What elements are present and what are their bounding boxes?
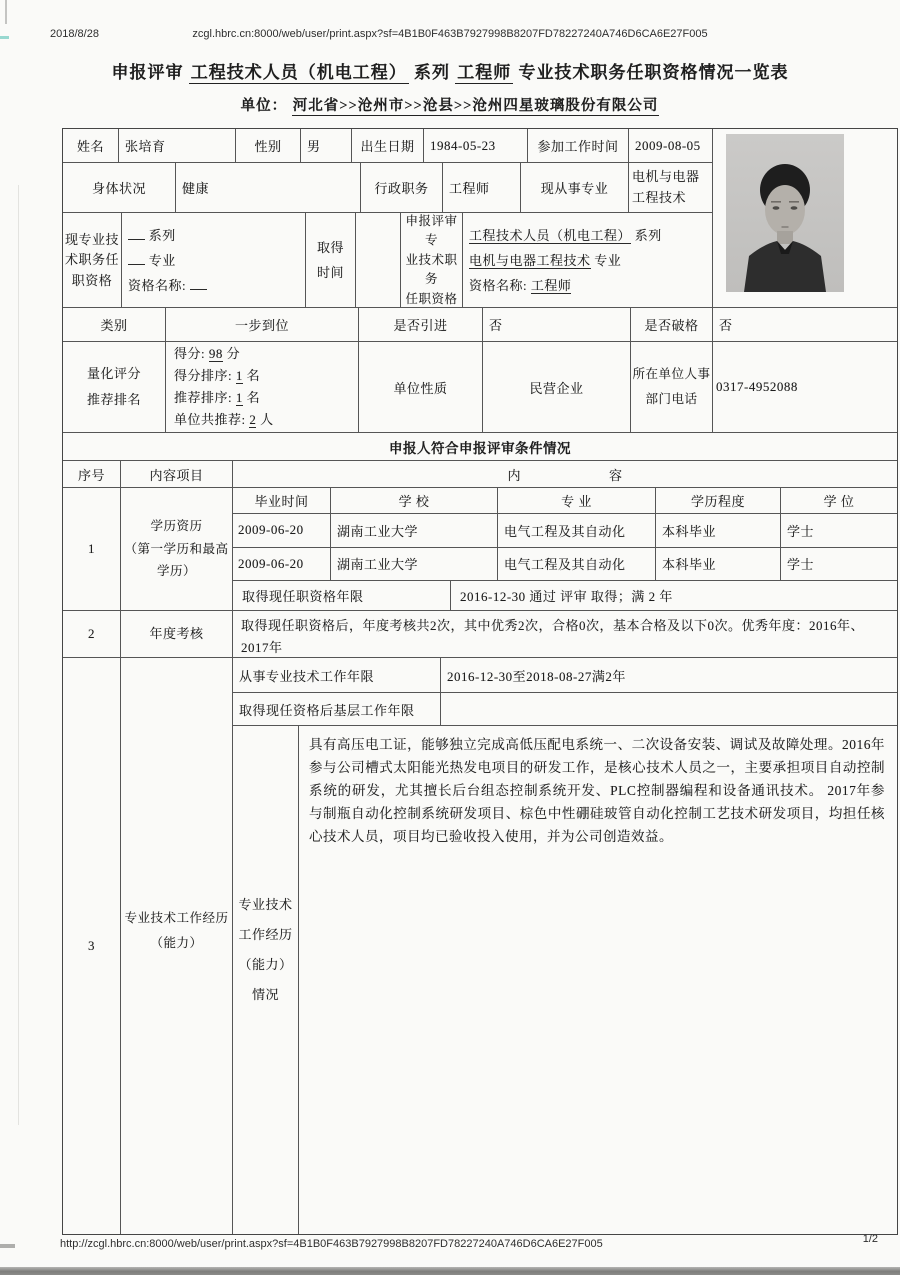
unit-line (0, 94, 900, 115)
apply-series: 工程技术人员（机电工程） (469, 228, 632, 243)
work-start-label: 参加工作时间 (528, 129, 629, 162)
title-rank: 工程师 (457, 63, 512, 82)
gender-value: 男 (301, 129, 352, 162)
education-item-label: 学历资历 （第一学历和最高 学历） (121, 488, 233, 610)
experience-no: 3 (63, 658, 121, 1234)
work-start-value: 2009-08-05 (635, 137, 701, 153)
name-label: 姓名 (63, 129, 119, 162)
profession-label: 现从事专业 (521, 163, 629, 212)
rec-value: 1 (235, 390, 243, 405)
apply-qual-name: 工程师 (530, 278, 572, 293)
apply-qual-values: 工程技术人员（机电工程） 系列 电机与电器工程技术 专业 资格名称: 工程师 (469, 228, 662, 293)
row-health (63, 163, 712, 213)
row-name (63, 129, 712, 163)
row-score (63, 342, 897, 433)
print-url: zcgl.hbrc.cn:8000/web/user/print.aspx?sf=4B1B0F463B7927998B8207FD78227240A746D6CA6E27F005 (192, 28, 708, 40)
exception-value: 否 (719, 318, 733, 333)
col-content: 内 容 (507, 467, 623, 483)
print-date: 2018/8/28 (50, 28, 99, 40)
import-value: 否 (483, 308, 631, 341)
experience-content: 具有高压电工证，能够独立完成高低压配电系统一、二次设备安装、调试及故障处理。2016年参与公司槽式太阳能光热发电项目的研发工作，是核心技术人员之一，主要承担项目自动控制系统的研发，尤其擅长后台组态控制系统开发、PLC控制器编程和设备通讯技术。 2017年参与制瓶自动化控制系统研发项目、棕色中性硼硅玻管自动化控制工艺技术研发项目，均担任核心技术人员，项目均已验收投入使用，并为公司创造效益。 (309, 737, 885, 844)
rank-value: 1 (235, 368, 243, 383)
total-value: 2 (249, 412, 257, 427)
title-prefix: 申报评审 (111, 63, 184, 82)
health-value: 健康 (176, 163, 361, 212)
applicant-photo (726, 134, 844, 292)
phone-label: 所在单位人事 部门电话 (631, 342, 713, 432)
form-table (62, 128, 898, 1235)
blank-qual-name (190, 278, 207, 290)
education-row-1: 2009-06-20 湖南工业大学 电气工程及其自动化 本科毕业 学士 (233, 514, 897, 548)
print-footer (60, 1233, 878, 1250)
title-series-suffix: 系列 (414, 63, 450, 82)
category-value: 一步到位 (166, 308, 359, 341)
col-item: 内容项目 (121, 461, 233, 487)
category-label: 类别 (63, 308, 166, 341)
birth-value: 1984-05-23 (424, 129, 528, 162)
work-years-value: 2016-12-30至2018-08-27满2年 (447, 668, 626, 684)
score-label: 量化评分 推荐排名 (63, 342, 166, 432)
admin-value: 工程师 (443, 163, 521, 212)
blank-series (128, 228, 145, 240)
unit-value: 河北省>>沧州市>>沧县>>沧州四星玻璃股份有限公司 (292, 98, 659, 114)
education-tenure-row (233, 581, 897, 610)
base-years-value (441, 693, 897, 725)
row-experience (63, 658, 897, 1234)
conditions-column-headers (63, 461, 897, 488)
col-no: 序号 (63, 461, 121, 487)
experience-item-label: 专业技术工作经历 （能力） (121, 658, 233, 1234)
phone-value: 0317-4952088 (716, 379, 798, 394)
annual-content: 取得现任职资格后，年度考核共2次，其中优秀2次，合格0次，基本合格及以下0次。优秀年度：2016年、2017年 (241, 618, 865, 655)
footer-url: http://zcgl.hbrc.cn:8000/web/user/print.aspx?sf=4B1B0F463B7927998B8207FD78227240A746D6CA6E27F005 (60, 1238, 603, 1250)
apply-major: 电机与电器工程技术 (469, 253, 591, 268)
education-row-2: 2009-06-20 湖南工业大学 电气工程及其自动化 本科毕业 学士 (233, 548, 897, 582)
experience-detail-row (233, 726, 897, 1234)
row-education (63, 488, 897, 611)
annual-item-label: 年度考核 (121, 611, 233, 657)
experience-inner-label: 专业技术 工作经历 （能力） 情况 (233, 726, 299, 1234)
scan-artifact-gray-dash (0, 1244, 15, 1248)
scan-bottom-edge (0, 1267, 900, 1275)
unit-type-value: 民营企业 (483, 342, 631, 432)
obtain-time-label: 取得 时间 (306, 213, 356, 308)
tenure-label: 取得现任职资格年限 (233, 581, 451, 610)
title-series: 工程技术人员（机电工程） (190, 63, 407, 82)
row-category (63, 308, 897, 342)
gender-label: 性别 (236, 129, 301, 162)
work-years-row (233, 658, 897, 693)
annual-no: 2 (63, 611, 121, 657)
row-qualification (63, 213, 712, 308)
import-label: 是否引进 (359, 308, 483, 341)
print-header (0, 28, 900, 40)
base-years-label: 取得现任资格后基层工作年限 (233, 693, 441, 725)
score-value: 98 (208, 346, 223, 361)
base-years-row (233, 693, 897, 726)
unit-type-label: 单位性质 (359, 342, 483, 432)
name-value: 张培育 (119, 129, 236, 162)
unit-label: 单位： (240, 98, 288, 114)
profession-value: 电机与电器工程技术 (632, 168, 700, 205)
birth-label: 出生日期 (352, 129, 424, 162)
score-values: 得分: 98 分 得分排序: 1 名 推荐排序: 1 名 单位共推荐: 2 人 (166, 342, 359, 432)
tenure-value: 2016-12-30 通过 评审 取得；满 2 年 (460, 589, 673, 605)
title-suffix: 专业技术职务任职资格情况一览表 (518, 63, 789, 82)
education-no: 1 (63, 488, 121, 610)
row-annual-appraisal (63, 611, 897, 658)
health-label: 身体状况 (63, 163, 176, 212)
basic-info-band (63, 129, 897, 308)
work-years-label: 从事专业技术工作年限 (233, 658, 441, 692)
document-title (0, 58, 900, 83)
scan-artifact-corner-line (5, 0, 7, 24)
photo-cell (713, 129, 897, 307)
current-qual-values: 系列 专业 资格名称: (122, 213, 306, 308)
blank-major (128, 253, 145, 265)
apply-qual-label: 申报评审专 业技术职务 任职资格 (401, 213, 463, 308)
admin-label: 行政职务 (361, 163, 443, 212)
education-header-row: 毕业时间 学 校 专 业 学历程度 学 位 (233, 488, 897, 514)
obtain-time-value (356, 213, 401, 308)
conditions-section-title: 申报人符合申报评审条件情况 (63, 433, 897, 461)
exception-label: 是否破格 (631, 308, 713, 341)
current-qual-label: 现专业技 术职务任 职资格 (63, 213, 122, 308)
scan-artifact-vertical-line (18, 185, 19, 1125)
page-number: 1/2 (862, 1233, 878, 1245)
